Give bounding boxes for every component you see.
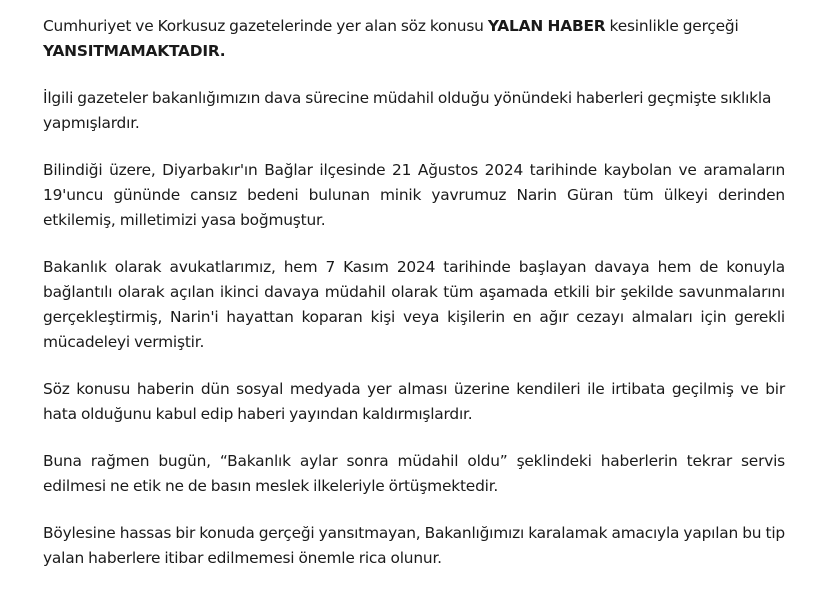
paragraph-3: Bilindiği üzere, Diyarbakır'ın Bağlar ilçesinde 21 Ağustos 2024 tarihinde kaybolan ve aramaların 19'uncu gününde cansız bedeni bulunan minik yavrumuz Narin Güran tüm ülkeyi derinden etkilemiş, milletimizi yasa boğmuştur.	[43, 161, 785, 229]
emphasis-fake-news: YALAN HABER	[487, 17, 606, 35]
paragraph-1-text-b: kesinlikle gerçeği	[605, 17, 739, 35]
statement-document	[43, 14, 785, 593]
paragraph-1-text-a: Cumhuriyet ve Korkusuz gazetelerinde yer alan söz konusu	[43, 17, 488, 35]
paragraph-5: Söz konusu haberin dün sosyal medyada yer alması üzerine kendileri ile irtibata geçilmiş ve bir hata olduğunu kabul edip haberi yayından kaldırmışlardır.	[43, 380, 785, 423]
paragraph-2: İlgili gazeteler bakanlığımızın dava sürecine müdahil olduğu yönündeki haberleri geçmişte sıklıkla yapmışlardır.	[43, 89, 772, 132]
paragraph-4: Bakanlık olarak avukatlarımız, hem 7 Kasım 2024 tarihinde başlayan davaya hem de konuyla bağlantılı olarak açılan ikinci davaya müdahil olarak tüm aşamada etkili bir şekilde savunmalarını gerçekleştirmiş, Narin'i hayattan koparan kişi veya kişilerin en ağır cezayı almaları için gerekli mücadeleyi vermiştir.	[43, 258, 785, 351]
paragraph-6: Buna rağmen bugün, “Bakanlık aylar sonra müdahil oldu” şeklindeki haberlerin tekrar servis edilmesi ne etik ne de basın meslek ilkeleriyle örtüşmektedir.	[43, 452, 785, 495]
paragraph-1	[43, 14, 785, 64]
paragraph-7: Böylesine hassas bir konuda gerçeği yansıtmayan, Bakanlığımızı karalamak amacıyla yapılan bu tip yalan haberlere itibar edilmemesi önemle rica olunur.	[43, 524, 785, 567]
emphasis-not-reflecting: YANSITMAMAKTADIR.	[43, 42, 226, 60]
